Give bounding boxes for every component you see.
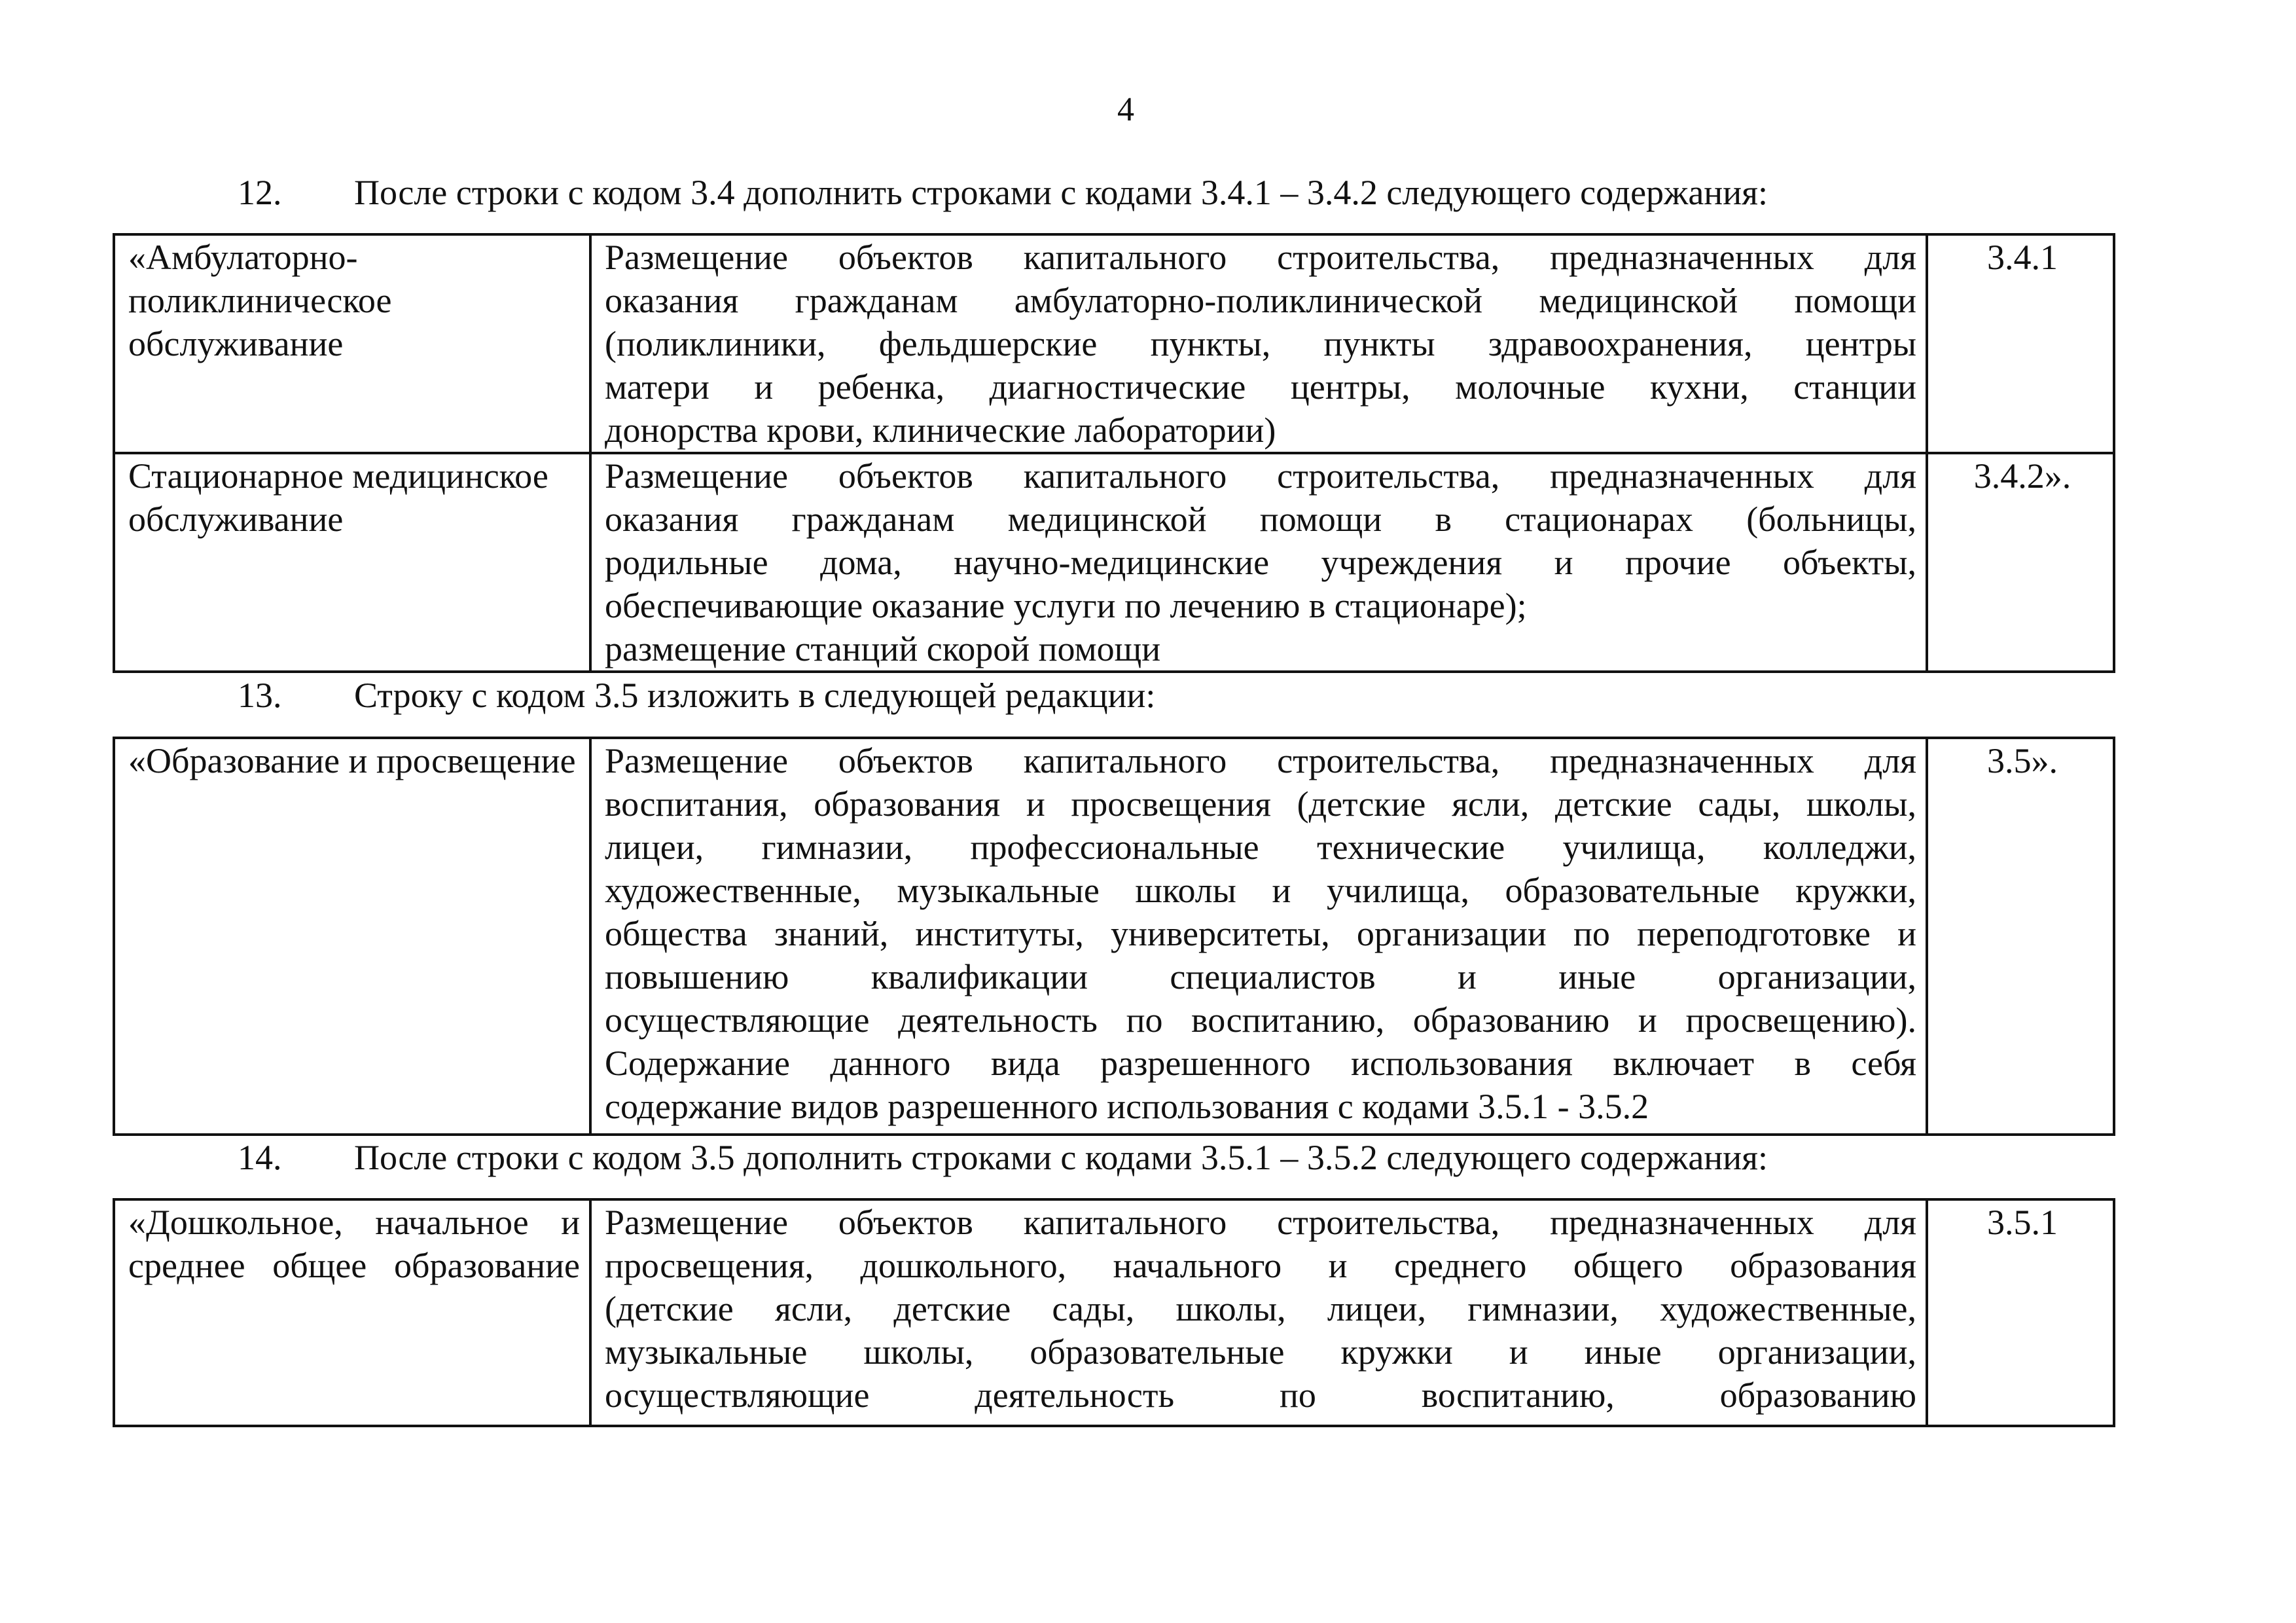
description-line: музыкальные школы, образовательные кружки и иные организации, (605, 1332, 1916, 1372)
description-line: Размещение объектов капитального строительства, предназначенных для (605, 456, 1916, 496)
paragraph-number: 14. (238, 1138, 282, 1177)
paragraph-13 (238, 674, 1155, 716)
description-line: оказания гражданам медицинской помощи в стационарах (больницы, (605, 500, 1916, 539)
description-line: Размещение объектов капитального строительства, предназначенных для (605, 238, 1916, 277)
description-cell (590, 1199, 1927, 1426)
table-row (114, 1199, 2114, 1426)
page-number: 4 (1117, 91, 1134, 128)
description-line: просвещения, дошкольного, начального и среднего общего образования (605, 1246, 1916, 1285)
paragraph-12 (238, 172, 1768, 213)
description-line: оказания гражданам амбулаторно-поликлинической медицинской помощи (605, 281, 1916, 320)
description-line: размещение станций скорой помощи (605, 629, 1161, 668)
paragraph-number: 13. (238, 676, 282, 715)
type-name-cell: «Амбулаторно-поликлиническое обслуживание (114, 234, 590, 453)
table-row (114, 738, 2114, 1135)
paragraph-text: После строки с кодом 3.4 дополнить строками с кодами 3.4.1 – 3.4.2 следующего содержания: (354, 173, 1768, 212)
description-line: лицеи, гимназии, профессиональные технические училища, колледжи, (605, 828, 1916, 867)
description-line: осуществляющие деятельность по воспитанию, образованию и просвещению). (605, 1000, 1916, 1040)
paragraph-text: После строки с кодом 3.5 дополнить строками с кодами 3.5.1 – 3.5.2 следующего содержания: (354, 1138, 1768, 1177)
description-line: художественные, музыкальные школы и училища, образовательные кружки, (605, 871, 1916, 910)
type-name-cell: «Дошкольное, начальное и среднее общее образование (114, 1199, 590, 1426)
description-line: матери и ребенка, диагностические центры, молочные кухни, станции (605, 367, 1916, 407)
description-line: содержание видов разрешенного использования с кодами 3.5.1 - 3.5.2 (605, 1087, 1649, 1126)
paragraph-text: Строку с кодом 3.5 изложить в следующей редакции: (354, 676, 1156, 715)
description-line: родильные дома, научно-медицинские учреждения и прочие объекты, (605, 543, 1916, 582)
description-line: Размещение объектов капитального строительства, предназначенных для (605, 741, 1916, 780)
table-ambulatory-stationary (113, 233, 2115, 673)
description-line: воспитания, образования и просвещения (детские ясли, детские сады, школы, (605, 784, 1916, 824)
code-cell: 3.4.1 (1927, 234, 2114, 453)
table-row (114, 453, 2114, 672)
description-line: повышению квалификации специалистов и иные организации, (605, 957, 1916, 996)
type-name-cell: Стационарное медицинское обслуживание (114, 453, 590, 672)
paragraph-number: 12. (238, 173, 282, 212)
description-line: общества знаний, институты, университеты, организации по переподготовке и (605, 914, 1916, 953)
paragraph-14 (238, 1137, 1768, 1178)
table-education (113, 737, 2115, 1136)
code-cell: 3.4.2». (1927, 453, 2114, 672)
code-cell: 3.5». (1927, 738, 2114, 1135)
description-line: осуществляющие деятельность по воспитанию, образованию (605, 1376, 1916, 1415)
description-line: обеспечивающие оказание услуги по лечению в стационаре); (605, 586, 1527, 625)
description-line: Содержание данного вида разрешенного использования включает в себя (605, 1044, 1916, 1083)
table-row (114, 234, 2114, 453)
table-preschool-education (113, 1198, 2115, 1427)
description-cell (590, 738, 1927, 1135)
description-line: (поликлиники, фельдшерские пункты, пункты здравоохранения, центры (605, 324, 1916, 363)
code-cell: 3.5.1 (1927, 1199, 2114, 1426)
description-line: (детские ясли, детские сады, школы, лицеи, гимназии, художественные, (605, 1289, 1916, 1328)
description-line: Размещение объектов капитального строительства, предназначенных для (605, 1203, 1916, 1242)
description-cell (590, 453, 1927, 672)
description-line: донорства крови, клинические лаборатории) (605, 410, 1276, 450)
description-cell (590, 234, 1927, 453)
type-name-cell: «Образование и просвещение (114, 738, 590, 1135)
